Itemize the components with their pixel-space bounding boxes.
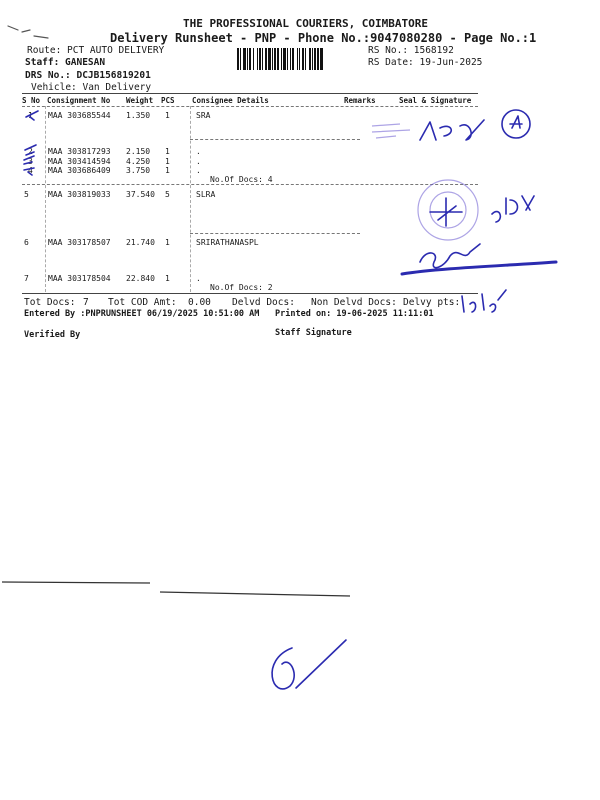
document-subtitle: Delivery Runsheet - PNP - Phone No.:9047080280 - Page No.:1 xyxy=(110,31,537,45)
row-pcs: 5 xyxy=(165,190,170,199)
row-pcs: 1 xyxy=(165,157,170,166)
row-consignee: . xyxy=(196,157,201,166)
row-sno: 5 xyxy=(24,190,29,199)
staff-signature-label: Staff Signature xyxy=(275,328,352,338)
row-weight: 22.840 xyxy=(126,274,155,283)
scan-smudge xyxy=(8,26,48,38)
row-pcs: 1 xyxy=(165,147,170,156)
row-consignment: MAA 303178504 xyxy=(48,274,111,283)
row-sno: 1 xyxy=(28,111,33,120)
row-pcs: 1 xyxy=(165,274,170,283)
scan-line xyxy=(2,582,350,596)
row-consignment: MAA 303414594 xyxy=(48,157,111,166)
col-header-sno: S No xyxy=(22,96,41,105)
total-docs-value: 7 xyxy=(83,297,89,308)
row-pcs: 1 xyxy=(165,111,170,120)
row-consignee: . xyxy=(196,274,201,283)
rs-date: RS Date: 19-Jun-2025 xyxy=(368,57,483,68)
vehicle-label: Vehicle: Van Delivery xyxy=(31,82,152,93)
row-sno: 6 xyxy=(24,238,29,247)
signature-underline xyxy=(402,262,556,274)
row-weight: 4.250 xyxy=(126,157,151,166)
company-seal-inner xyxy=(430,192,466,228)
row-consignment: MAA 303178507 xyxy=(48,238,111,247)
serial-tick-mark xyxy=(25,145,36,155)
rs-number: RS No.: 1568192 xyxy=(368,45,454,56)
col-header-remarks: Remarks xyxy=(344,96,376,105)
row-consignment: MAA 303686409 xyxy=(48,166,111,175)
row-weight: 1.350 xyxy=(126,111,151,120)
row-consignee: . xyxy=(196,147,201,156)
row-consignee: SRA xyxy=(196,111,211,120)
verified-by-label: Verified By xyxy=(24,330,81,340)
row-consignee: . xyxy=(196,166,201,175)
serial-tick-mark xyxy=(24,156,34,164)
row-weight: 2.150 xyxy=(126,147,151,156)
row-consignee: SRIRATHANASPL xyxy=(196,238,259,247)
delivery-points-label: Delvy pts: xyxy=(403,297,461,308)
group-doc-count: No.Of Docs: 2 xyxy=(210,283,273,292)
row-consignment: MAA 303819033 xyxy=(48,190,111,199)
col-header-pcs: PCS xyxy=(161,96,175,105)
printed-on: Printed on: 19-06-2025 11:11:01 xyxy=(275,309,434,319)
row-sno: 2 xyxy=(28,147,33,156)
delivered-docs-label: Delvd Docs: xyxy=(232,297,295,308)
col-header-seal: Seal & Signature xyxy=(399,96,472,105)
row-pcs: 1 xyxy=(165,238,170,247)
route-label: Route: PCT AUTO DELIVERY xyxy=(27,45,165,56)
non-delivered-docs-label: Non Delvd Docs: xyxy=(311,297,397,308)
row-weight: 3.750 xyxy=(126,166,151,175)
delivery-signature xyxy=(420,244,480,268)
handwritten-note xyxy=(492,196,534,222)
circled-digit xyxy=(510,116,522,128)
group-doc-count: No.Of Docs: 4 xyxy=(210,175,273,184)
col-header-consignment: Consignment No xyxy=(47,96,111,105)
drs-number: DRS No.: DCJB156819201 xyxy=(25,70,151,81)
document-title: THE PROFESSIONAL COURIERS, COIMBATORE xyxy=(183,17,429,30)
total-cod-label: Tot COD Amt: xyxy=(108,297,177,308)
delivery-signature xyxy=(420,120,484,140)
col-header-weight: Weight xyxy=(126,96,154,105)
row-weight: 21.740 xyxy=(126,238,155,247)
total-cod-value: 0.00 xyxy=(188,297,211,308)
faded-stamp xyxy=(372,124,410,138)
total-docs-label: Tot Docs: xyxy=(24,297,76,308)
handwritten-scribble xyxy=(272,640,346,689)
row-sno: 7 xyxy=(24,274,29,283)
handwritten-date xyxy=(462,290,506,312)
col-header-consignee: Consignee Details xyxy=(192,96,269,105)
serial-tick-mark xyxy=(24,168,34,175)
row-sno: 3 xyxy=(28,157,33,166)
company-seal-stamp xyxy=(418,180,478,240)
row-weight: 37.540 xyxy=(126,190,155,199)
row-consignment: MAA 303685544 xyxy=(48,111,111,120)
row-pcs: 1 xyxy=(165,166,170,175)
row-sno: 4 xyxy=(28,166,33,175)
row-consignee: SLRA xyxy=(196,190,216,199)
entered-by: Entered By :PNPRUNSHEET 06/19/2025 10:51:00 AM xyxy=(24,309,260,319)
row-consignment: MAA 303817293 xyxy=(48,147,111,156)
serial-tick-mark xyxy=(26,111,38,120)
staff-label: Staff: GANESAN xyxy=(25,57,106,68)
